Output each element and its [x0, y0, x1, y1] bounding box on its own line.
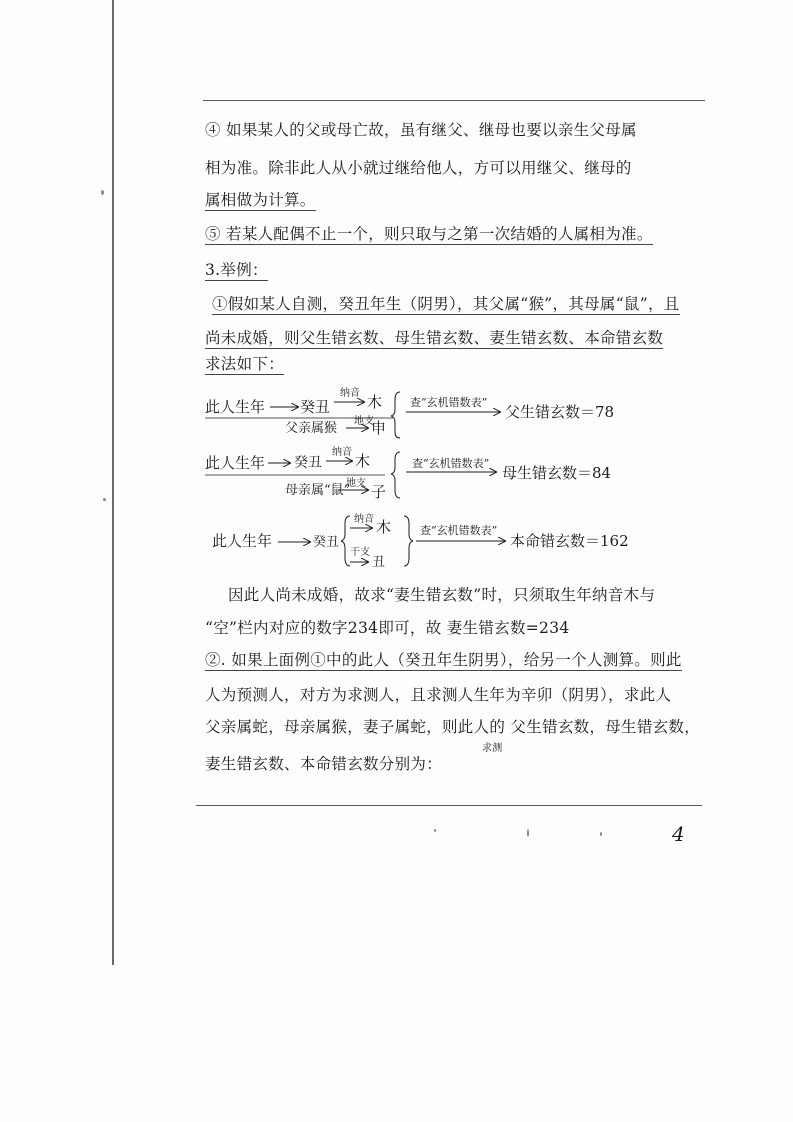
diagram-text: 母生错玄数＝84 [502, 464, 612, 482]
diagram-mother [205, 445, 611, 501]
diagram-text: 地支 [354, 416, 374, 427]
diagram-text: 癸丑 [313, 535, 340, 550]
diagram-text: 此人生年 [205, 398, 266, 416]
scan-speck [101, 190, 104, 195]
diagram-self [212, 512, 629, 570]
diagram-text: 本命错玄数＝162 [510, 532, 629, 550]
text-line: “空”栏内对应的数字234即可，故 妻生错玄数=234 [205, 619, 570, 637]
diagram-text: 干支 [350, 547, 370, 558]
scan-speck [103, 498, 106, 501]
text-line: 妻生错玄数、本命错玄数分别为： [205, 755, 443, 773]
text-line: 相为准。除非此人从小就过继给他人，方可以用继父、继母的 [205, 159, 632, 177]
text-line: 父亲属蛇，母亲属猴，妻子属蛇，则此人的 父生错玄数，母生错玄数， [205, 718, 701, 736]
diagram-text: 母亲属“鼠” [285, 483, 351, 498]
diagram-text: 木 [367, 393, 383, 411]
diagram-text: 木 [376, 518, 392, 536]
diagram-text: 查“玄机错数表” [410, 396, 488, 409]
diagram-text: 此人生年 [212, 532, 273, 550]
text-line: 属相做为计算。 [205, 191, 316, 209]
text-line: ④ 如果某人的父或母亡故，虽有继父、继母也要以亲生父母属 [205, 121, 637, 139]
diagram-text: 父生错玄数＝78 [505, 403, 615, 421]
diagram-text: 查“玄机错数表” [420, 524, 498, 537]
text-line: ①假如某人自测，癸丑年生（阴男），其父属“猴”，其母属“鼠”，且 [212, 295, 680, 313]
diagram-text: 癸丑 [294, 455, 322, 471]
diagram-text: 查“玄机错数表” [412, 457, 490, 470]
diagram-text: 纳音 [332, 447, 352, 458]
page-number: 4 [672, 822, 685, 846]
diagram-text: 木 [355, 452, 371, 470]
text-line: ⑤ 若某人配偶不止一个，则只取与之第一次结婚的人属相为准。 [205, 225, 653, 243]
text-line: ②. 如果上面例①中的此人（癸丑年生阴男），给另一个人测算。则此 [205, 651, 682, 669]
diagram-text: 父亲属猴 [285, 421, 338, 436]
diagram-text: 地支 [346, 478, 366, 489]
inserted-note: 求测 [482, 743, 503, 754]
diagram-text: 此人生年 [205, 454, 266, 472]
scan-speck [434, 829, 436, 832]
scan-speck [600, 832, 602, 836]
text-line: 人为预测人，对方为求测人，且求测人生年为辛卯（阴男），求此人 [205, 686, 672, 704]
diagram-father [205, 386, 614, 438]
diagram-text: 癸丑 [300, 398, 331, 416]
diagram-text: 纳音 [340, 388, 360, 399]
diagram-text: 申 [371, 419, 387, 437]
text-line: 因此人尚未成婚，故求“妻生错玄数”时，只须取生年纳音木与 [228, 586, 656, 604]
diagram-text: 纳音 [354, 514, 374, 525]
scan-speck [527, 829, 529, 837]
text-line: 求法如下： [205, 355, 285, 373]
diagram-text: 丑 [372, 555, 386, 570]
text-line: 3.举例： [205, 261, 268, 279]
diagram-text: 子 [371, 483, 387, 501]
text-line: 尚未成婚，则父生错玄数、母生错玄数、妻生错玄数、本命错玄数 [205, 329, 664, 347]
